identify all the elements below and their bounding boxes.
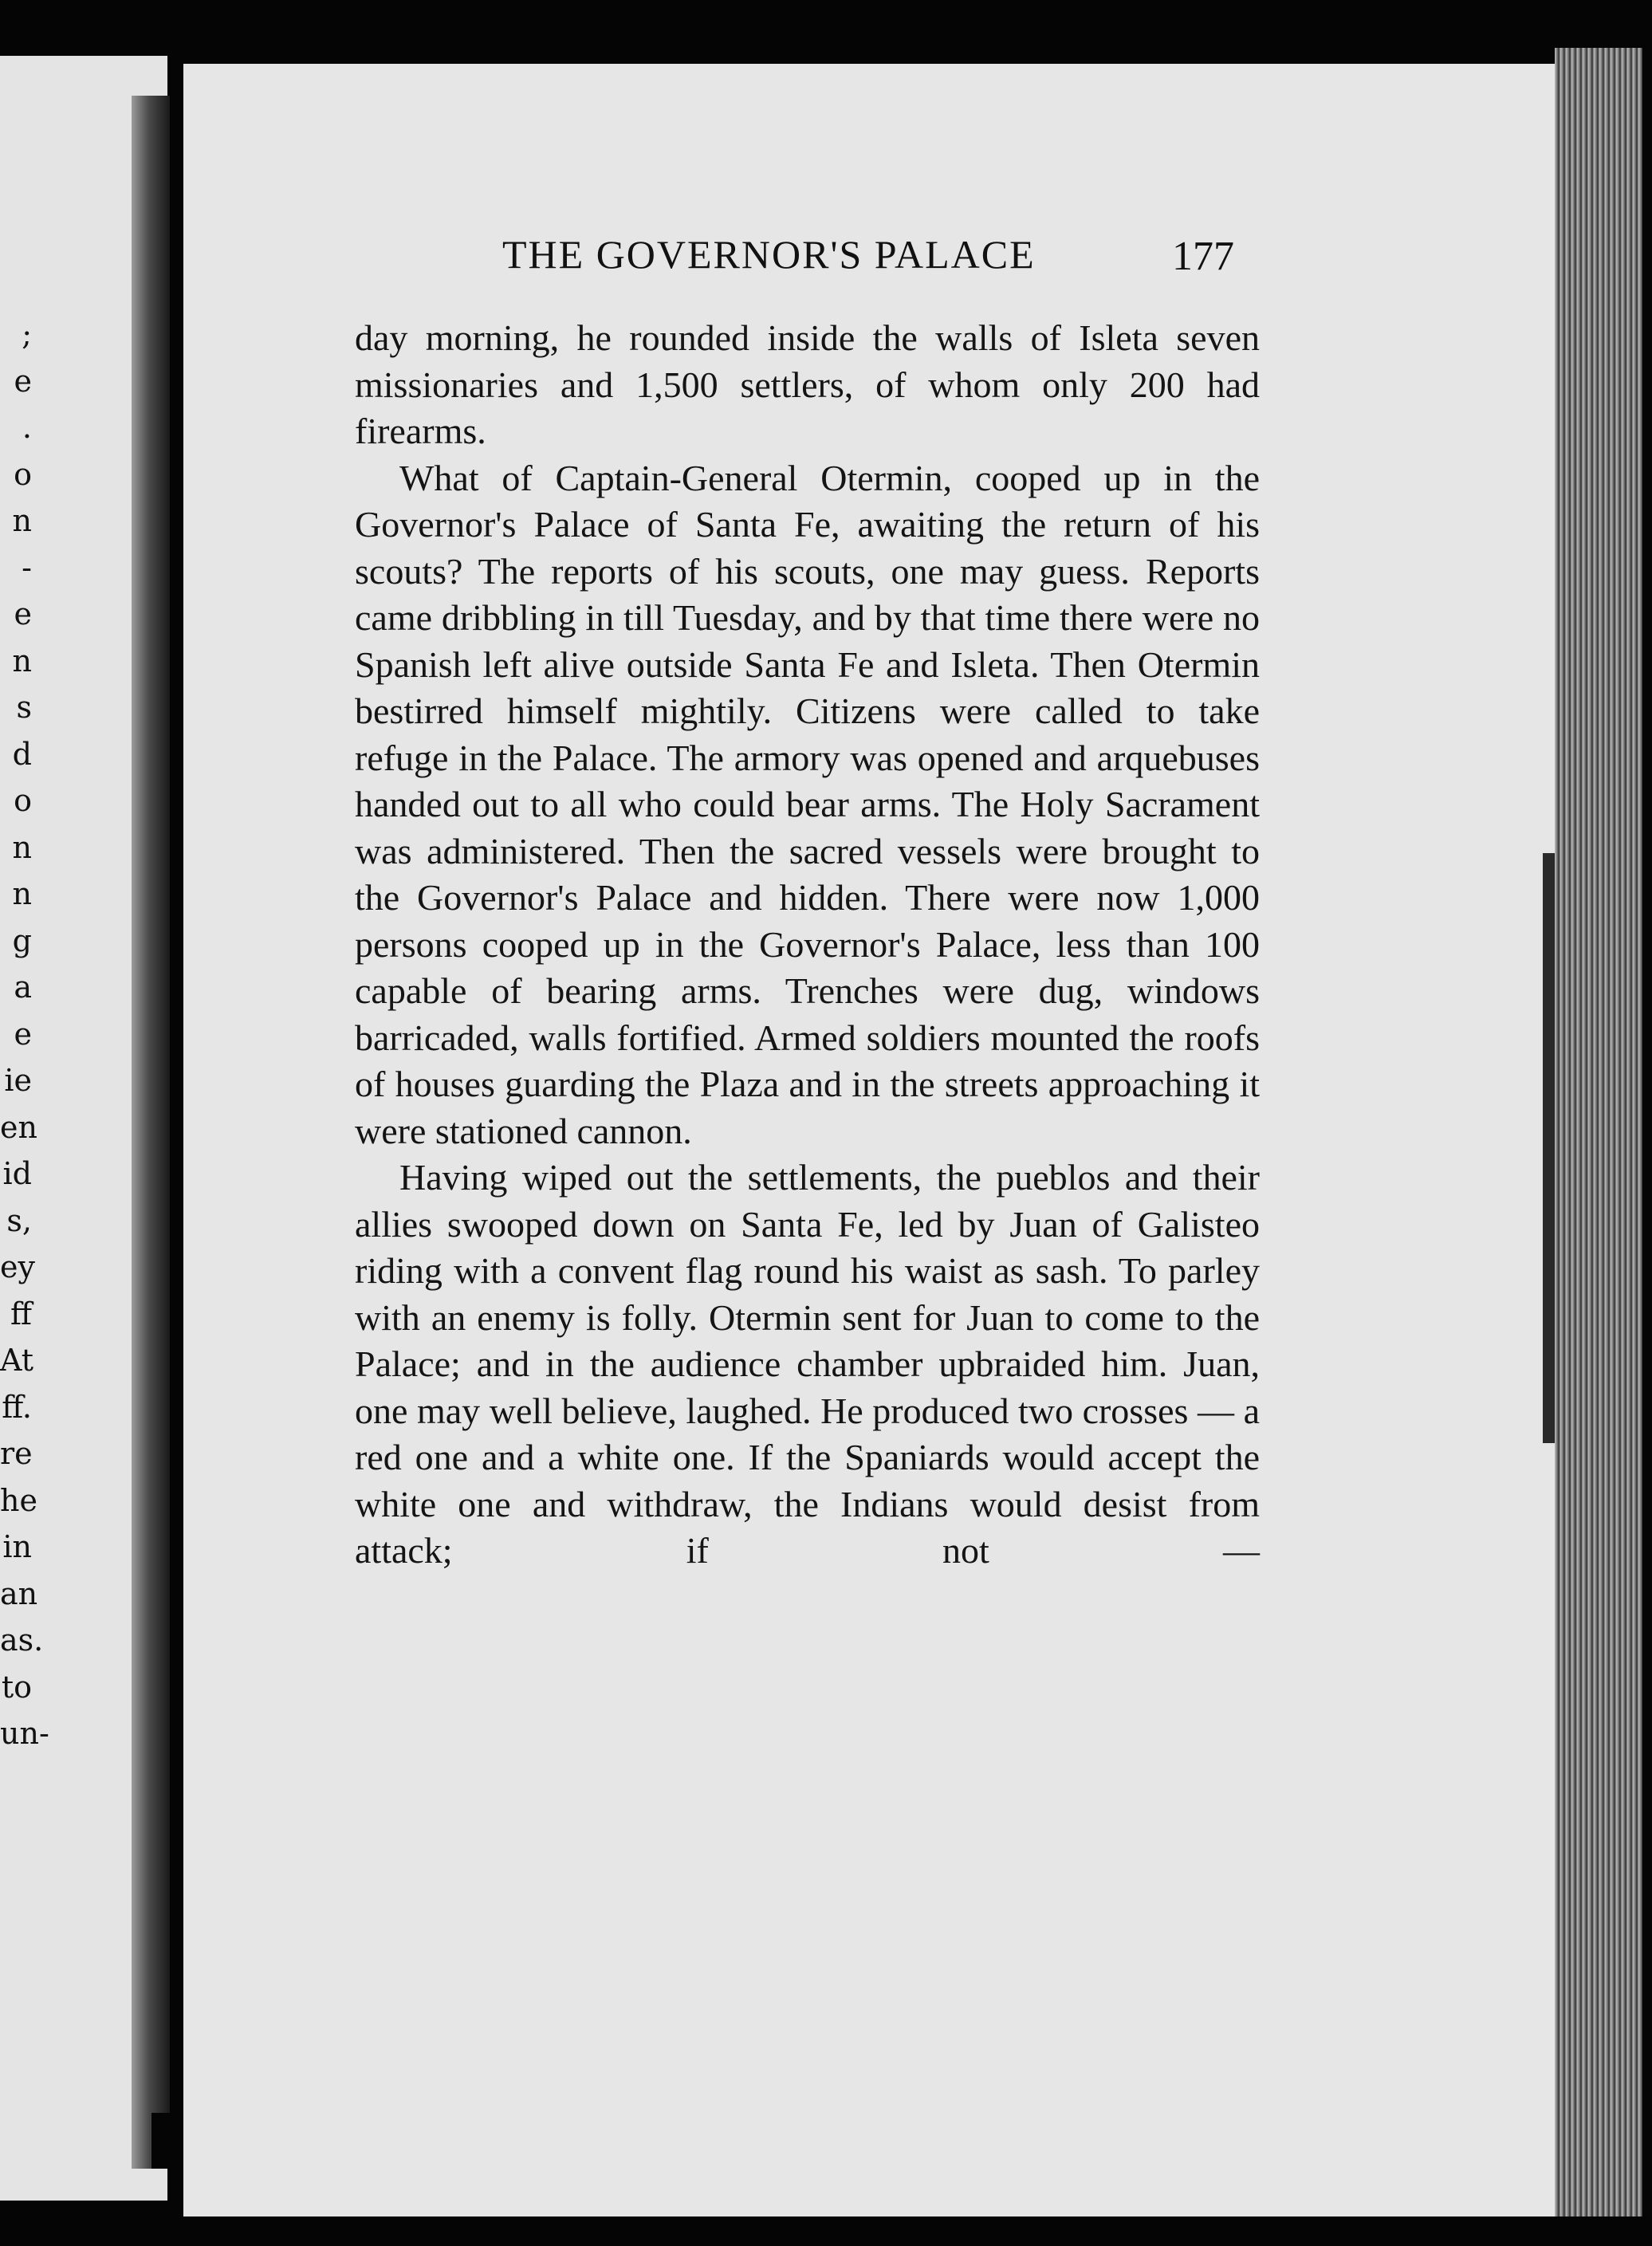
facing-line: he <box>0 1482 37 1518</box>
facing-line: to <box>1 1669 32 1705</box>
facing-line: ff. <box>2 1389 32 1425</box>
facing-line: . <box>22 410 32 445</box>
gutter-shadow <box>151 2113 187 2169</box>
facing-line: ey <box>0 1249 35 1284</box>
page-number: 177 <box>1172 234 1234 279</box>
facing-line: n <box>12 829 32 865</box>
paragraph: day morning, he rounded inside the walls of Isleta seven missionaries and 1,500 settlers, of whom only 200 had firearms. <box>355 317 1260 451</box>
running-title: THE GOVERNOR'S PALACE <box>502 232 1036 277</box>
body-text <box>355 315 1260 1575</box>
facing-page-text-fragments <box>0 311 49 1757</box>
facing-line: as. <box>0 1623 44 1658</box>
facing-line: d <box>12 736 32 772</box>
facing-line: re <box>0 1436 33 1471</box>
facing-line: un- <box>0 1716 49 1751</box>
facing-line: en <box>0 1109 37 1145</box>
facing-line: n <box>12 503 32 538</box>
facing-line: ff <box>10 1296 32 1331</box>
book-gutter <box>132 96 170 2169</box>
facing-line: ie <box>4 1063 32 1098</box>
facing-line: s, <box>6 1202 32 1238</box>
facing-line: n <box>12 643 32 679</box>
paragraph: What of Captain-General Otermin, cooped up in the Governor's Palace of Santa Fe, awaiting the return of his scouts? The reports of his scouts, one may guess. Reports came dribbling in till Tuesday, and by that time there were no Spanish left alive outside Santa Fe and Isleta. Then Otermin bestirred himself mightily. Citizens were called to take refuge in the Palace. The armory was opened and arquebuses handed out to all who could bear arms. The Holy Sacrament was administered. Then the sacred vessels were brought to the Governor's Palace and hidden. There were now 1,000 persons cooped up in the Governor's Palace, less than 100 capable of bearing arms. Trenches were dug, windows barricaded, walls fortified. Armed soldiers mounted the roofs of houses guarding the Plaza and in the streets approaching it were stationed cannon. <box>355 457 1260 1151</box>
facing-line: in <box>2 1529 32 1564</box>
facing-line: e <box>14 363 32 399</box>
facing-line: o <box>14 456 32 492</box>
facing-line: id <box>2 1156 32 1191</box>
facing-line: o <box>14 783 32 818</box>
facing-line: an <box>0 1575 38 1611</box>
paragraph: Having wiped out the settlements, the pueblos and their allies swooped down on Santa Fe, led by Juan of Galisteo riding with a convent flag round his waist as sash. To parley with an enemy is folly. Otermin sent for Juan to come to the Palace; and in the audience chamber upbraided him. Juan, one may well believe, laughed. He produced two crosses — a red one and a white one. If the Spaniards would accept the white one and withdraw, the Indians would desist from attack; if not — <box>355 1157 1260 1571</box>
facing-line: e <box>14 1016 32 1052</box>
facing-line: e <box>14 596 32 631</box>
facing-line: n <box>12 876 32 911</box>
facing-line: g <box>12 922 32 958</box>
facing-line: a <box>14 970 32 1005</box>
running-head <box>502 231 1260 287</box>
facing-line: s <box>16 690 32 725</box>
facing-line: At <box>0 1343 34 1378</box>
facing-line: ; <box>22 317 32 352</box>
facing-line: - <box>22 549 32 585</box>
scan-border <box>0 2216 1652 2246</box>
page-stack-edges <box>1555 48 1642 2240</box>
